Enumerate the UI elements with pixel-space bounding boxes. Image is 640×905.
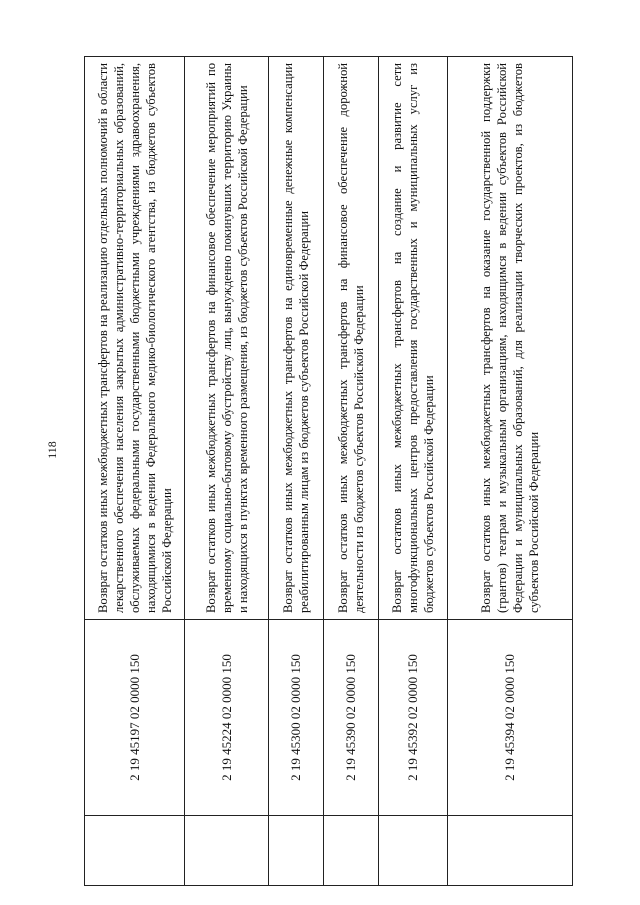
empty-cell xyxy=(269,816,324,886)
empty-cell xyxy=(185,816,269,886)
code-cell: 2 19 45300 02 0000 150 xyxy=(269,620,324,816)
description-cell: Возврат остатков иных межбюджетных трансфертов на единовременные денежные компенсации реабилитированным лицам из бюджетов субъектов Российской Федерации xyxy=(269,57,324,620)
table-row xyxy=(269,57,324,886)
table-container xyxy=(84,56,572,886)
code-cell: 2 19 45224 02 0000 150 xyxy=(185,620,269,816)
table-row xyxy=(85,57,185,886)
empty-cell xyxy=(448,816,573,886)
empty-cell xyxy=(379,816,448,886)
table-row xyxy=(324,57,379,886)
table-row xyxy=(185,57,269,886)
empty-cell xyxy=(85,816,185,886)
table-row xyxy=(448,57,573,886)
code-cell: 2 19 45394 02 0000 150 xyxy=(448,620,573,816)
description-cell: Возврат остатков иных межбюджетных трансфертов на оказание государственной поддержки (грантов) театрам и музыкальным организациям, находящимся в ведении субъектов Российской Федерации и муниципальных образований, для реализации творческих проектов, из бюджетов субъектов Российской Федерации xyxy=(448,57,573,620)
rotated-table xyxy=(84,56,572,886)
budget-codes-table xyxy=(84,56,573,886)
code-cell: 2 19 45197 02 0000 150 xyxy=(85,620,185,816)
description-cell: Возврат остатков иных межбюджетных трансфертов на финансовое обеспечение дорожной деятельности из бюджетов субъектов Российской Федерации xyxy=(324,57,379,620)
description-cell: Возврат остатков иных межбюджетных трансфертов на реализацию отдельных полномочий в области лекарственного обеспечения населения закрытых административно-территориальных образований, обслуживаемых федеральными государственными бюджетными учреждениями здравоохранения, находящимися в ведении Федерального медико-биологического агентства, из бюджетов субъектов Российской Федерации xyxy=(85,57,185,620)
description-cell: Возврат остатков иных межбюджетных трансфертов на создание и развитие сети многофункциональных центров предоставления государственных и муниципальных услуг из бюджетов субъектов Российской Федерации xyxy=(379,57,448,620)
page-number: 118 xyxy=(45,441,59,459)
empty-cell xyxy=(324,816,379,886)
table-row xyxy=(379,57,448,886)
description-cell: Возврат остатков иных межбюджетных трансфертов на финансовое обеспечение мероприятий по временному социально-бытовому обустройству лиц, вынужденно покинувших территорию Украины и находящихся в пунктах временного размещения, из бюджетов субъектов Российской Федерации xyxy=(185,57,269,620)
code-cell: 2 19 45392 02 0000 150 xyxy=(379,620,448,816)
code-cell: 2 19 45390 02 0000 150 xyxy=(324,620,379,816)
